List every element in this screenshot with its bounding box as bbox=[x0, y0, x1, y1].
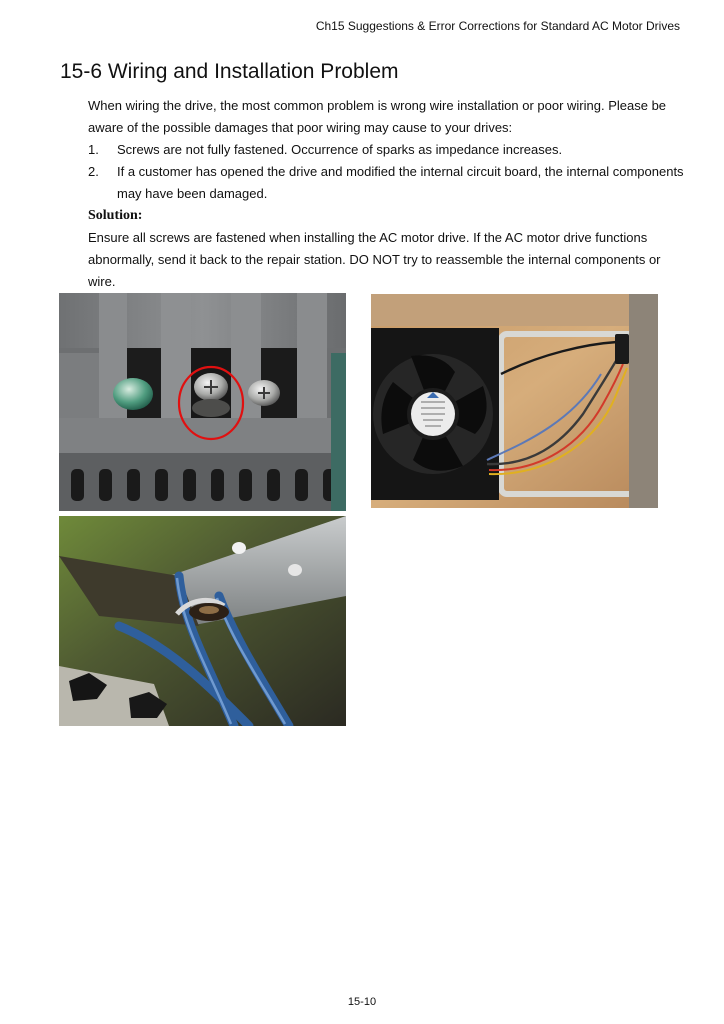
page-number: 15-10 bbox=[347, 996, 377, 1008]
list-item bbox=[88, 139, 684, 161]
cooling-fan-photo bbox=[371, 294, 658, 508]
terminal-screw-photo bbox=[59, 293, 346, 511]
list-item-number: 1. bbox=[88, 142, 99, 157]
solution-heading: Solution: bbox=[88, 208, 143, 223]
list-item-text: Screws are not fully fastened. Occurrence of sparks as impedance increases. bbox=[117, 142, 563, 157]
solution-paragraph: Ensure all screws are fastened when installing the AC motor drive. If the AC motor drive functions abnormally, send it back to the repair station. DO NOT try to reassemble the internal components or wire. bbox=[88, 230, 661, 289]
list-item bbox=[88, 161, 684, 205]
intro-paragraph: When wiring the drive, the most common problem is wrong wire installation or poor wiring. Please be aware of the possible damages that poor wiring may cause to your drives: bbox=[88, 98, 667, 135]
section-title: 15-6 Wiring and Installation Problem bbox=[60, 60, 399, 83]
section-body bbox=[88, 95, 684, 293]
problem-list bbox=[88, 139, 684, 205]
running-header: Ch15 Suggestions & Error Corrections for Standard AC Motor Drives bbox=[315, 19, 680, 33]
list-item-text: If a customer has opened the drive and modified the internal circuit board, the internal components may have been damaged. bbox=[117, 164, 684, 201]
list-item-number: 2. bbox=[88, 164, 99, 179]
burnt-wiring-photo bbox=[59, 516, 346, 726]
